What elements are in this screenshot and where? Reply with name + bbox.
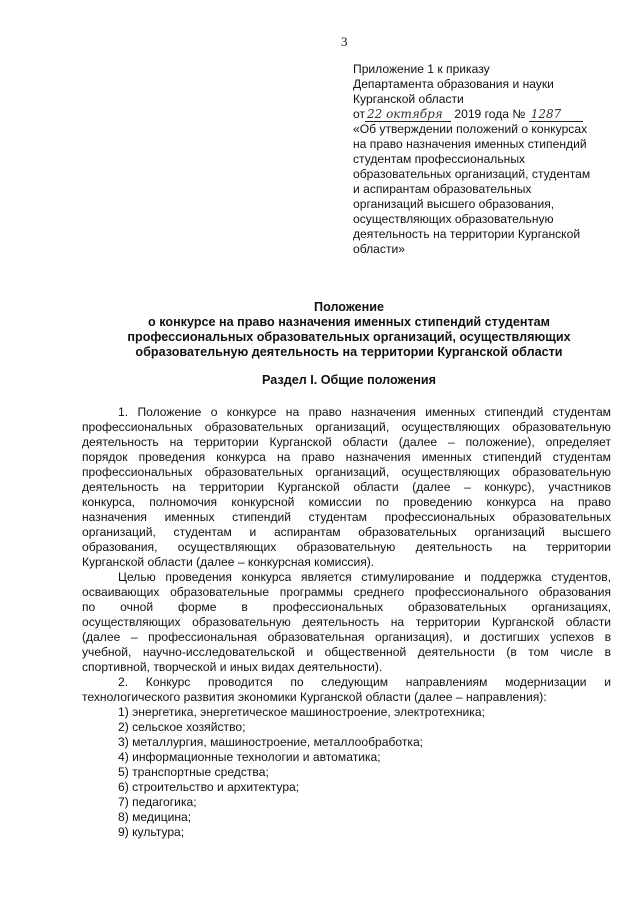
paragraph-line: профессиональных образовательных организаций, осуществляющих образовательную (82, 420, 611, 434)
appendix-line: Приложение 1 к приказу (353, 62, 490, 76)
paragraph-line: назначения именных стипендий студентам профессиональных образовательных (82, 510, 611, 524)
list-item: 3) металлургия, машиностроение, металлообработка; (118, 735, 424, 749)
title-line: Положение (314, 300, 384, 314)
title-line: профессиональных образовательных организаций, осуществляющих (127, 330, 571, 344)
order-year-text: 2019 года № (454, 107, 526, 121)
paragraph-line: порядок проведения конкурса на право назначения именных стипендий студентам (82, 450, 611, 464)
paragraph-line: образования, осуществляющих образовательную деятельность на территории (82, 540, 611, 554)
list-item: 8) медицина; (118, 810, 192, 824)
paragraph-line: конкурса, полномочия конкурсной комиссии по проведению конкурса на право (82, 495, 611, 509)
paragraph-line: спортивной, творческой и иных видах деятельности). (82, 660, 383, 674)
body-text (82, 405, 611, 840)
list-item: 9) культура; (118, 825, 185, 839)
handwritten-order-date: 22 октября (365, 108, 451, 122)
paragraph-line: Целью проведения конкурса является стимулирование и поддержка студентов, (118, 570, 611, 584)
appendix-block (353, 62, 615, 257)
paragraph-line: деятельность на территории Курганской области (далее – положение), определяет (82, 435, 611, 449)
order-title-line: образовательных организаций, студентам (353, 167, 591, 181)
list-item: 7) педагогика; (118, 795, 197, 809)
paragraph-line: 2. Конкурс проводится по следующим направлениям модернизации и (118, 675, 611, 689)
order-title-line: осуществляющих образовательную (353, 212, 554, 226)
page-number: 3 (341, 34, 348, 49)
order-title-line: «Об утверждении положений о конкурсах (353, 122, 588, 136)
appendix-line: Департамента образования и науки (353, 77, 554, 91)
appendix-line: Курганской области (353, 92, 464, 106)
title-line: о конкурсе на право назначения именных стипендий студентам (148, 315, 550, 329)
order-title-line: студентам профессиональных (353, 152, 526, 166)
order-title-line: и аспирантам образовательных (353, 182, 532, 196)
order-date-line (353, 107, 615, 122)
paragraph-line: деятельность на территории Курганской области (далее – конкурс), участников (82, 480, 611, 494)
title-line: образовательную деятельность на территории Курганской области (135, 345, 563, 359)
paragraph-line: технологического развития экономики Курганской области (далее – направления): (82, 690, 547, 704)
section-title: Раздел I. Общие положения (262, 373, 436, 387)
paragraph-line: Курганской области (далее – конкурсная комиссия). (82, 555, 375, 569)
paragraph-line: осуществляющих образовательную деятельность на территории Курганской области (82, 615, 611, 629)
paragraph-line: по очной форме в профессиональных образовательных организациях, (82, 600, 611, 614)
list-item: 2) сельское хозяйство; (118, 720, 246, 734)
handwritten-order-number: 1287 (529, 108, 583, 122)
list-item: 5) транспортные средства; (118, 765, 269, 779)
order-title-line: организаций высшего образования, (353, 197, 555, 211)
paragraph-line: (далее – профессиональная образовательная организация), и достигших успехов в (82, 630, 611, 644)
list-item: 6) строительство и архитектура; (118, 780, 300, 794)
paragraph-line: профессиональных образовательных организаций, осуществляющих образовательную (82, 465, 611, 479)
order-title-line: области» (353, 242, 405, 256)
list-item: 1) энергетика, энергетическое машиностроение, электротехника; (118, 705, 485, 719)
paragraph-line: осваивающих образовательные программы среднего профессионального образования (82, 585, 611, 599)
order-prefix: от (353, 107, 365, 121)
paragraph-line: организаций, студентам и аспирантам образовательных организаций высшего (82, 525, 611, 539)
order-title-line: на право назначения именных стипендий (353, 137, 587, 151)
paragraph-line: 1. Положение о конкурсе на право назначения именных стипендий студентам (118, 405, 611, 419)
document-title (96, 300, 602, 360)
paragraph-line: учебной, научно-исследовательской и общественной деятельности (в том числе в (82, 645, 611, 659)
list-item: 4) информационные технологии и автоматика; (118, 750, 381, 764)
order-title-line: деятельность на территории Курганской (353, 227, 581, 241)
